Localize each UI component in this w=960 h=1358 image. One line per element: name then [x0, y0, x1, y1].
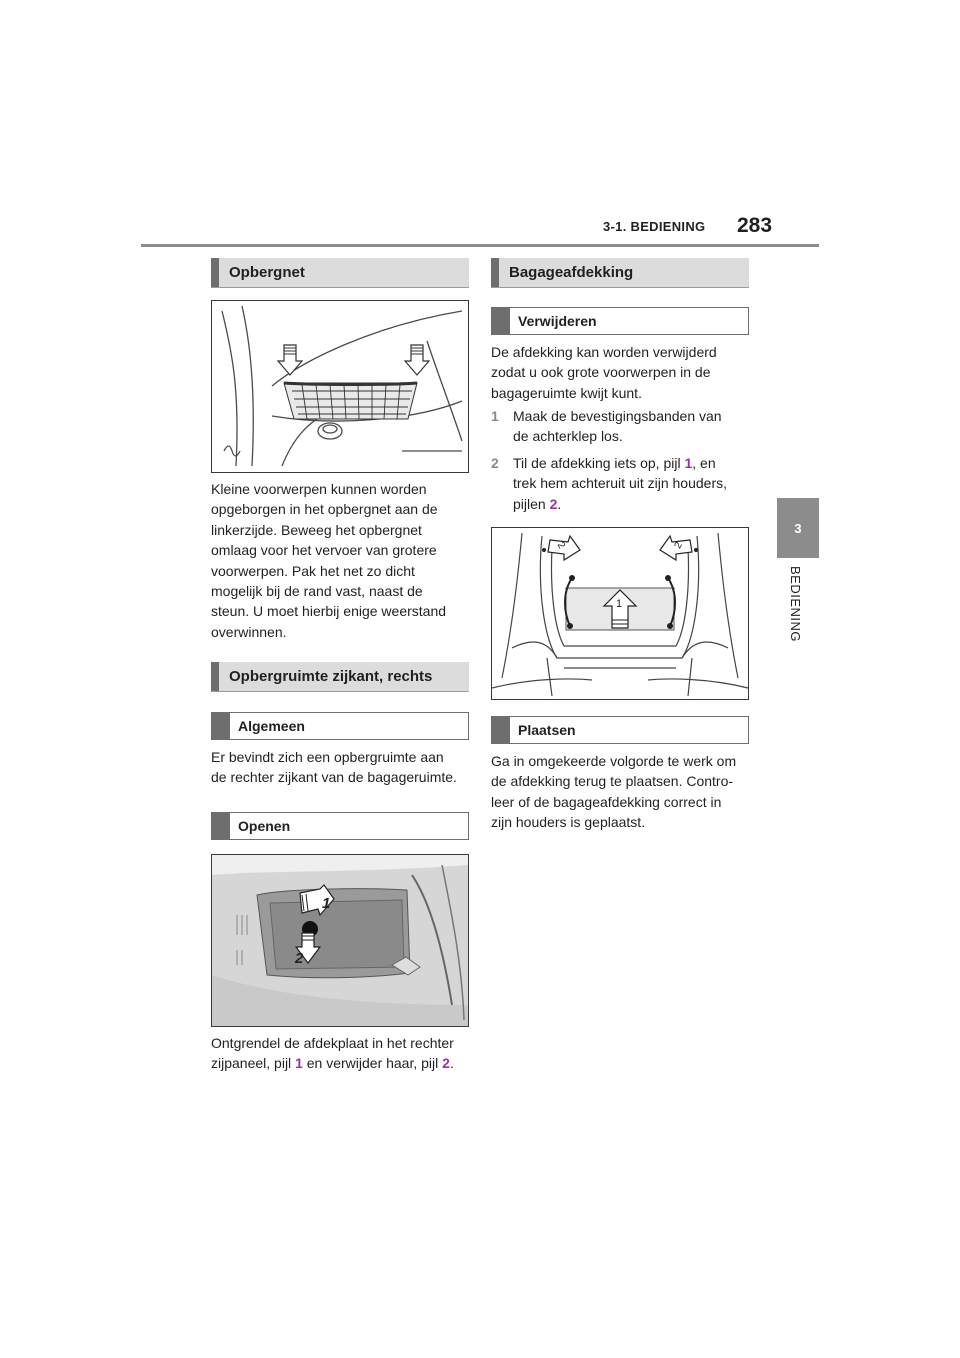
text-line: steun. U moet hierbij enige weerstand: [211, 603, 447, 620]
text-run: Til de afdekking iets op, pijl: [513, 455, 685, 471]
subheading-text: Openen: [238, 818, 291, 834]
callout-arrow-2: 2: [295, 950, 304, 967]
figure-trunk-cover: [491, 527, 749, 700]
heading-bagageafdekking: [491, 258, 749, 288]
heading-text: Opbergruimte zijkant, rechts: [229, 668, 433, 685]
text-line: zodat u ook grote voorwerpen in de: [491, 364, 711, 381]
text-line: de achterklep los.: [513, 428, 623, 445]
text-line: voorwerpen. Pak het net zo dicht: [211, 562, 415, 579]
subheading-marker: [492, 717, 510, 743]
text-line: De afdekking kan worden verwijderd: [491, 344, 717, 360]
callout-arrow-1: 1: [616, 598, 623, 610]
chapter-tab: 3: [777, 498, 819, 558]
text-line: overwinnen.: [211, 623, 287, 640]
arrow-ref-1: 1: [684, 455, 693, 471]
text-line: Ga in omgekeerde volgorde te werk om: [491, 753, 737, 769]
text-line: trek hem achteruit uit zijn houders,: [513, 475, 727, 492]
text-run: pijlen: [513, 495, 550, 512]
text-run: zijpaneel, pijl: [211, 1055, 296, 1072]
text-run: en verwijder haar, pijl: [302, 1055, 443, 1072]
page-number: 283: [737, 214, 773, 237]
subheading-algemeen: [211, 712, 469, 740]
callout-arrow-1: 1: [322, 895, 331, 912]
subheading-verwijderen: [491, 307, 749, 335]
callout-arrow-2-right: 2: [672, 540, 685, 551]
paragraph-algemeen: [211, 747, 471, 788]
text-line: de afdekking terug te plaatsen. Contro-: [491, 773, 734, 790]
subheading-marker: [492, 308, 510, 334]
heading-marker: [491, 258, 499, 287]
callout-arrow-2-left: 2: [554, 540, 567, 551]
heading-text: Bagageafdekking: [509, 264, 634, 281]
text-line: linkerzijde. Beweeg het opbergnet: [211, 521, 422, 538]
text-run: , en: [692, 455, 716, 471]
arrow-ref-2: 2: [549, 495, 558, 512]
paragraph-openen: [211, 1033, 481, 1074]
subheading-openen: [211, 812, 469, 840]
paragraph-plaatsen: [491, 751, 756, 833]
text-line: [211, 1053, 481, 1073]
text-line: bagageruimte kwijt kunt.: [491, 384, 642, 401]
text-line: Er bevindt zich een opbergruimte aan: [211, 749, 444, 765]
chapter-tab-label: BEDIENING: [788, 566, 803, 643]
step-text: [503, 453, 727, 514]
text-line: de rechter zijkant van de bagageruimte.: [211, 769, 457, 786]
arrow-ref-2: 2: [442, 1055, 450, 1072]
subheading-plaatsen: [491, 716, 749, 744]
text-line: opgeborgen in het opbergnet aan de: [211, 501, 438, 518]
text-line: omlaag voor het vervoer van grotere: [211, 542, 437, 559]
text-run: .: [449, 1055, 454, 1072]
text-line: [513, 453, 727, 473]
text-line: Maak de bevestigingsbanden van: [513, 408, 722, 424]
header-rule: [141, 244, 819, 247]
subheading-marker: [212, 713, 230, 739]
text-line: zijn houders is geplaatst.: [491, 814, 646, 831]
text-run: .: [557, 495, 562, 512]
subheading-text: Algemeen: [238, 718, 305, 734]
subheading-text: Verwijderen: [518, 313, 597, 329]
paragraph-opbergnet: [211, 479, 471, 642]
figure-side-panel: [211, 854, 469, 1027]
step-text: [503, 406, 722, 447]
heading-opbergruimte: [211, 662, 469, 692]
subheading-marker: [212, 813, 230, 839]
heading-text: Opbergnet: [229, 264, 305, 281]
text-line: leer of de bagageafdekking correct in: [491, 793, 722, 810]
step-number: 1: [491, 408, 499, 424]
subheading-text: Plaatsen: [518, 722, 576, 738]
text-line: Kleine voorwerpen kunnen worden: [211, 481, 427, 497]
heading-marker: [211, 662, 219, 691]
paragraph-verwijderen: [491, 342, 756, 403]
arrow-ref-1: 1: [295, 1055, 303, 1072]
step-number: 2: [491, 455, 499, 471]
text-line: Ontgrendel de afdekplaat in het rechter: [211, 1035, 454, 1051]
heading-marker: [211, 258, 219, 287]
text-line: mogelijk bij de rand vast, naast de: [211, 583, 423, 600]
figure-storage-net: [211, 300, 469, 473]
step-1: [491, 406, 756, 447]
heading-opbergnet: [211, 258, 469, 288]
step-2: [491, 453, 756, 514]
running-header-section: 3-1. BEDIENING: [603, 219, 706, 234]
text-line: [513, 494, 727, 514]
